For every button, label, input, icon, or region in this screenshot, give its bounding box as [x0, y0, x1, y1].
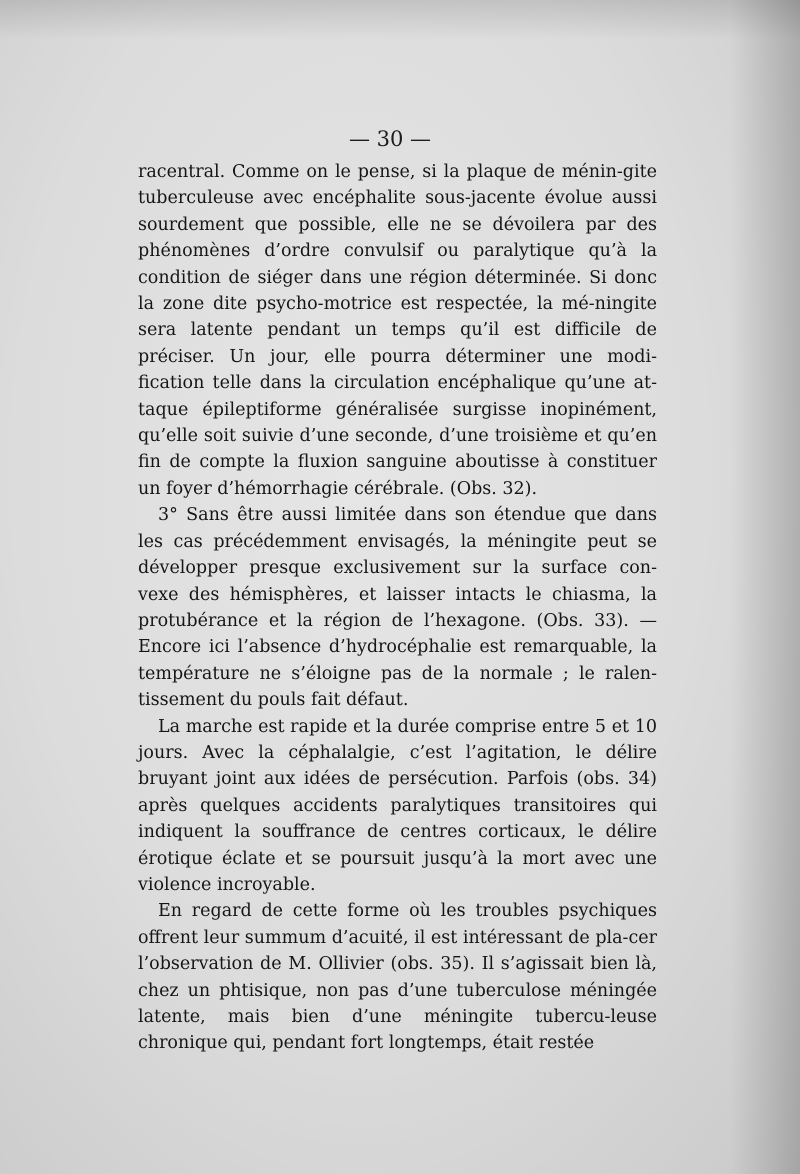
paragraph-1: racentral. Comme on le pense, si la plaque de ménin-gite tuberculeuse avec encéphalite sous-jacente évolue aussi sourdement que possible, elle ne se dévoilera par des phénomènes d’ordre convulsif ou paralytique qu’à la condition de siéger dans une région déterminée. Si donc la zone dite psycho-motrice est respectée, la mé-ningite sera latente pendant un temps qu’il est difficile de préciser. Un jour, elle pourra déterminer une modi-fication telle dans la circulation encéphalique qu’une at-taque épileptiforme généralisée surgisse inopinément, qu’elle soit suivie d’une seconde, d’une troisième et qu’en fin de compte la fluxion sanguine aboutisse à constituer un foyer d’hémorrhagie cérébrale. (Obs. 32).	[138, 162, 657, 499]
paragraph-2: 3° Sans être aussi limitée dans son étendue que dans les cas précédemment envisagés, la méningite peut se développer presque exclusivement sur la surface con-vexe des hémisphères, et laisser intacts le chiasma, la protubérance et la région de l’hexagone. (Obs. 33). — Encore ici l’absence d’hydrocéphalie est remarquable, la température ne s’éloigne pas de la normale ; le ralen-tissement du pouls fait défaut.	[138, 505, 657, 711]
paragraph-4: En regard de cette forme où les troubles psychiques offrent leur summum d’acuité, il est intéressant de pla-cer l’observation de M. Ollivier (obs. 35). Il s’agissait bien là, chez un phtisique, non pas d’une tuberculose méningée latente, mais bien d’une méningite tubercu-leuse chronique qui, pendant fort longtemps, était restée	[138, 901, 657, 1054]
page-top-shadow	[0, 0, 800, 40]
body-text	[138, 159, 657, 1057]
page-gutter-shadow	[730, 0, 800, 1174]
paragraph-3: La marche est rapide et la durée comprise entre 5 et 10 jours. Avec la céphalalgie, c’est l’agitation, le délire bruyant joint aux idées de persécution. Parfois (obs. 34) après quelques accidents paralytiques transitoires qui indiquent la souffrance de centres corticaux, le délire érotique éclate et se poursuit jusqu’à la mort avec une violence incroyable.	[138, 716, 657, 895]
page-number: — 30 —	[348, 127, 432, 151]
